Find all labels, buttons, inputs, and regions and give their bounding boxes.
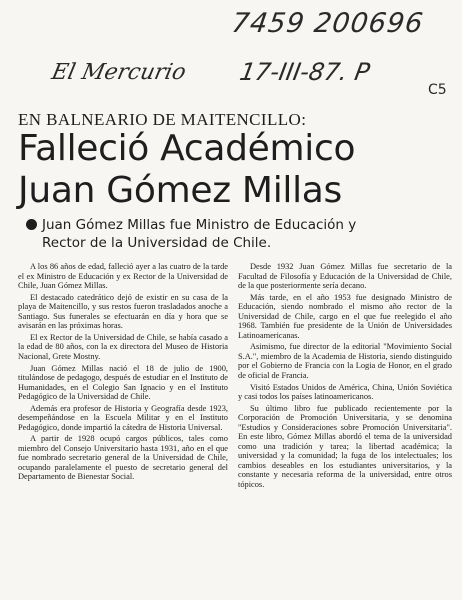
article-headline [18,128,355,212]
deck-line-2: Rector de la Universidad de Chile. [42,235,272,251]
article-kicker: EN BALNEARIO DE MAITENCILLO: [18,110,307,129]
body-paragraph: Su último libro fue publicado recientemente por la Corporación de Promoción Universitaria, y se denomina "Estudios y Consideraciones sobre Promoción Universitaria". En este libro, Gómez Millas abordó el tema de la universidad como una tradición y tarea; la libertad académica; la universidad y la comunidad; la fuga de los intelectuales; los cambios deseables en los estudiantes universitarios, y la constante y necesaria reforma de la universidad, entre otros tópicos. [238,403,452,489]
article-column-right [238,262,452,491]
source-annotation: El Mercurio [49,60,189,85]
deck-line-1: Juan Gómez Millas fue Ministro de Educación y [26,216,456,234]
headline-line-1: Falleció Académico [18,128,356,169]
headline-line-2: Juan Gómez Millas [18,170,343,211]
body-paragraph: El destacado catedrático dejó de existir en su casa de la playa de Maitencillo, y sus restos fueron trasladados anoche a Santiago. Sus funerales se efectuarán en día y hora que se avisarán en las próximas horas. [18,292,228,331]
body-paragraph: Juan Gómez Millas nació el 18 de julio de 1900, titulándose de pedagogo, después de estudiar en el Instituto de Humanidades, en el Colegio San Ignacio y en el Instituto Pedagógico de la Universidad de Chile. [18,363,228,402]
body-paragraph: Asimismo, fue director de la editorial "Movimiento Social S.A.", miembro de la Academia de Historia, siendo distinguido por el Gobierno de Francia con la Logia de Honor, en el grado de oficial de Francia. [238,342,452,380]
article-column-left [18,262,228,484]
body-paragraph: Desde 1932 Juan Gómez Millas fue secretario de la Facultad de Filosofía y Educación de la Universidad de Chile, de la que posteriormente sería decano. [238,262,452,290]
body-paragraph: A partir de 1928 ocupó cargos públicos, tales como miembro del Consejo Universitario hasta 1931, año en el que fue nombrado secretario general de la Universidad de Chile, ocupando paralelamente el puesto de secretario general del Departamento de Bienestar Social. [18,434,228,482]
date-annotation: 17-III-87. P [237,58,372,86]
archive-number: 7459 200696 [229,8,426,39]
body-paragraph: Más tarde, en el año 1953 fue designado Ministro de Educación, siendo nombrado el mismo año rector de la Universidad de Chile, cargo en el que fue reelegido el año 1968. También fue presidente de la Unión de Universidades Latinoamericanas. [238,292,452,340]
body-paragraph: Además era profesor de Historia y Geografía desde 1923, desempeñándose en la Escuela Militar y en el Instituto Pedagógico, donde impartió la cátedra de Historia Universal. [18,403,228,432]
body-paragraph: El ex Rector de la Universidad de Chile, se había casado a la edad de 80 años, con la ex directora del Museo de Historia Nacional, Grete Mostny. [18,332,228,361]
body-paragraph: Visitó Estados Unidos de América, China, Unión Soviética y casi todos los países latinoamericanos. [238,382,452,402]
body-paragraph: A los 86 años de edad, falleció ayer a las cuatro de la tarde el ex Ministro de Educación y ex Rector de la Universidad de Chile, Juan Gómez Millas. [18,262,228,290]
article-deck [26,216,456,252]
bullet-icon [26,219,37,230]
page-reference: C5 [428,82,447,98]
